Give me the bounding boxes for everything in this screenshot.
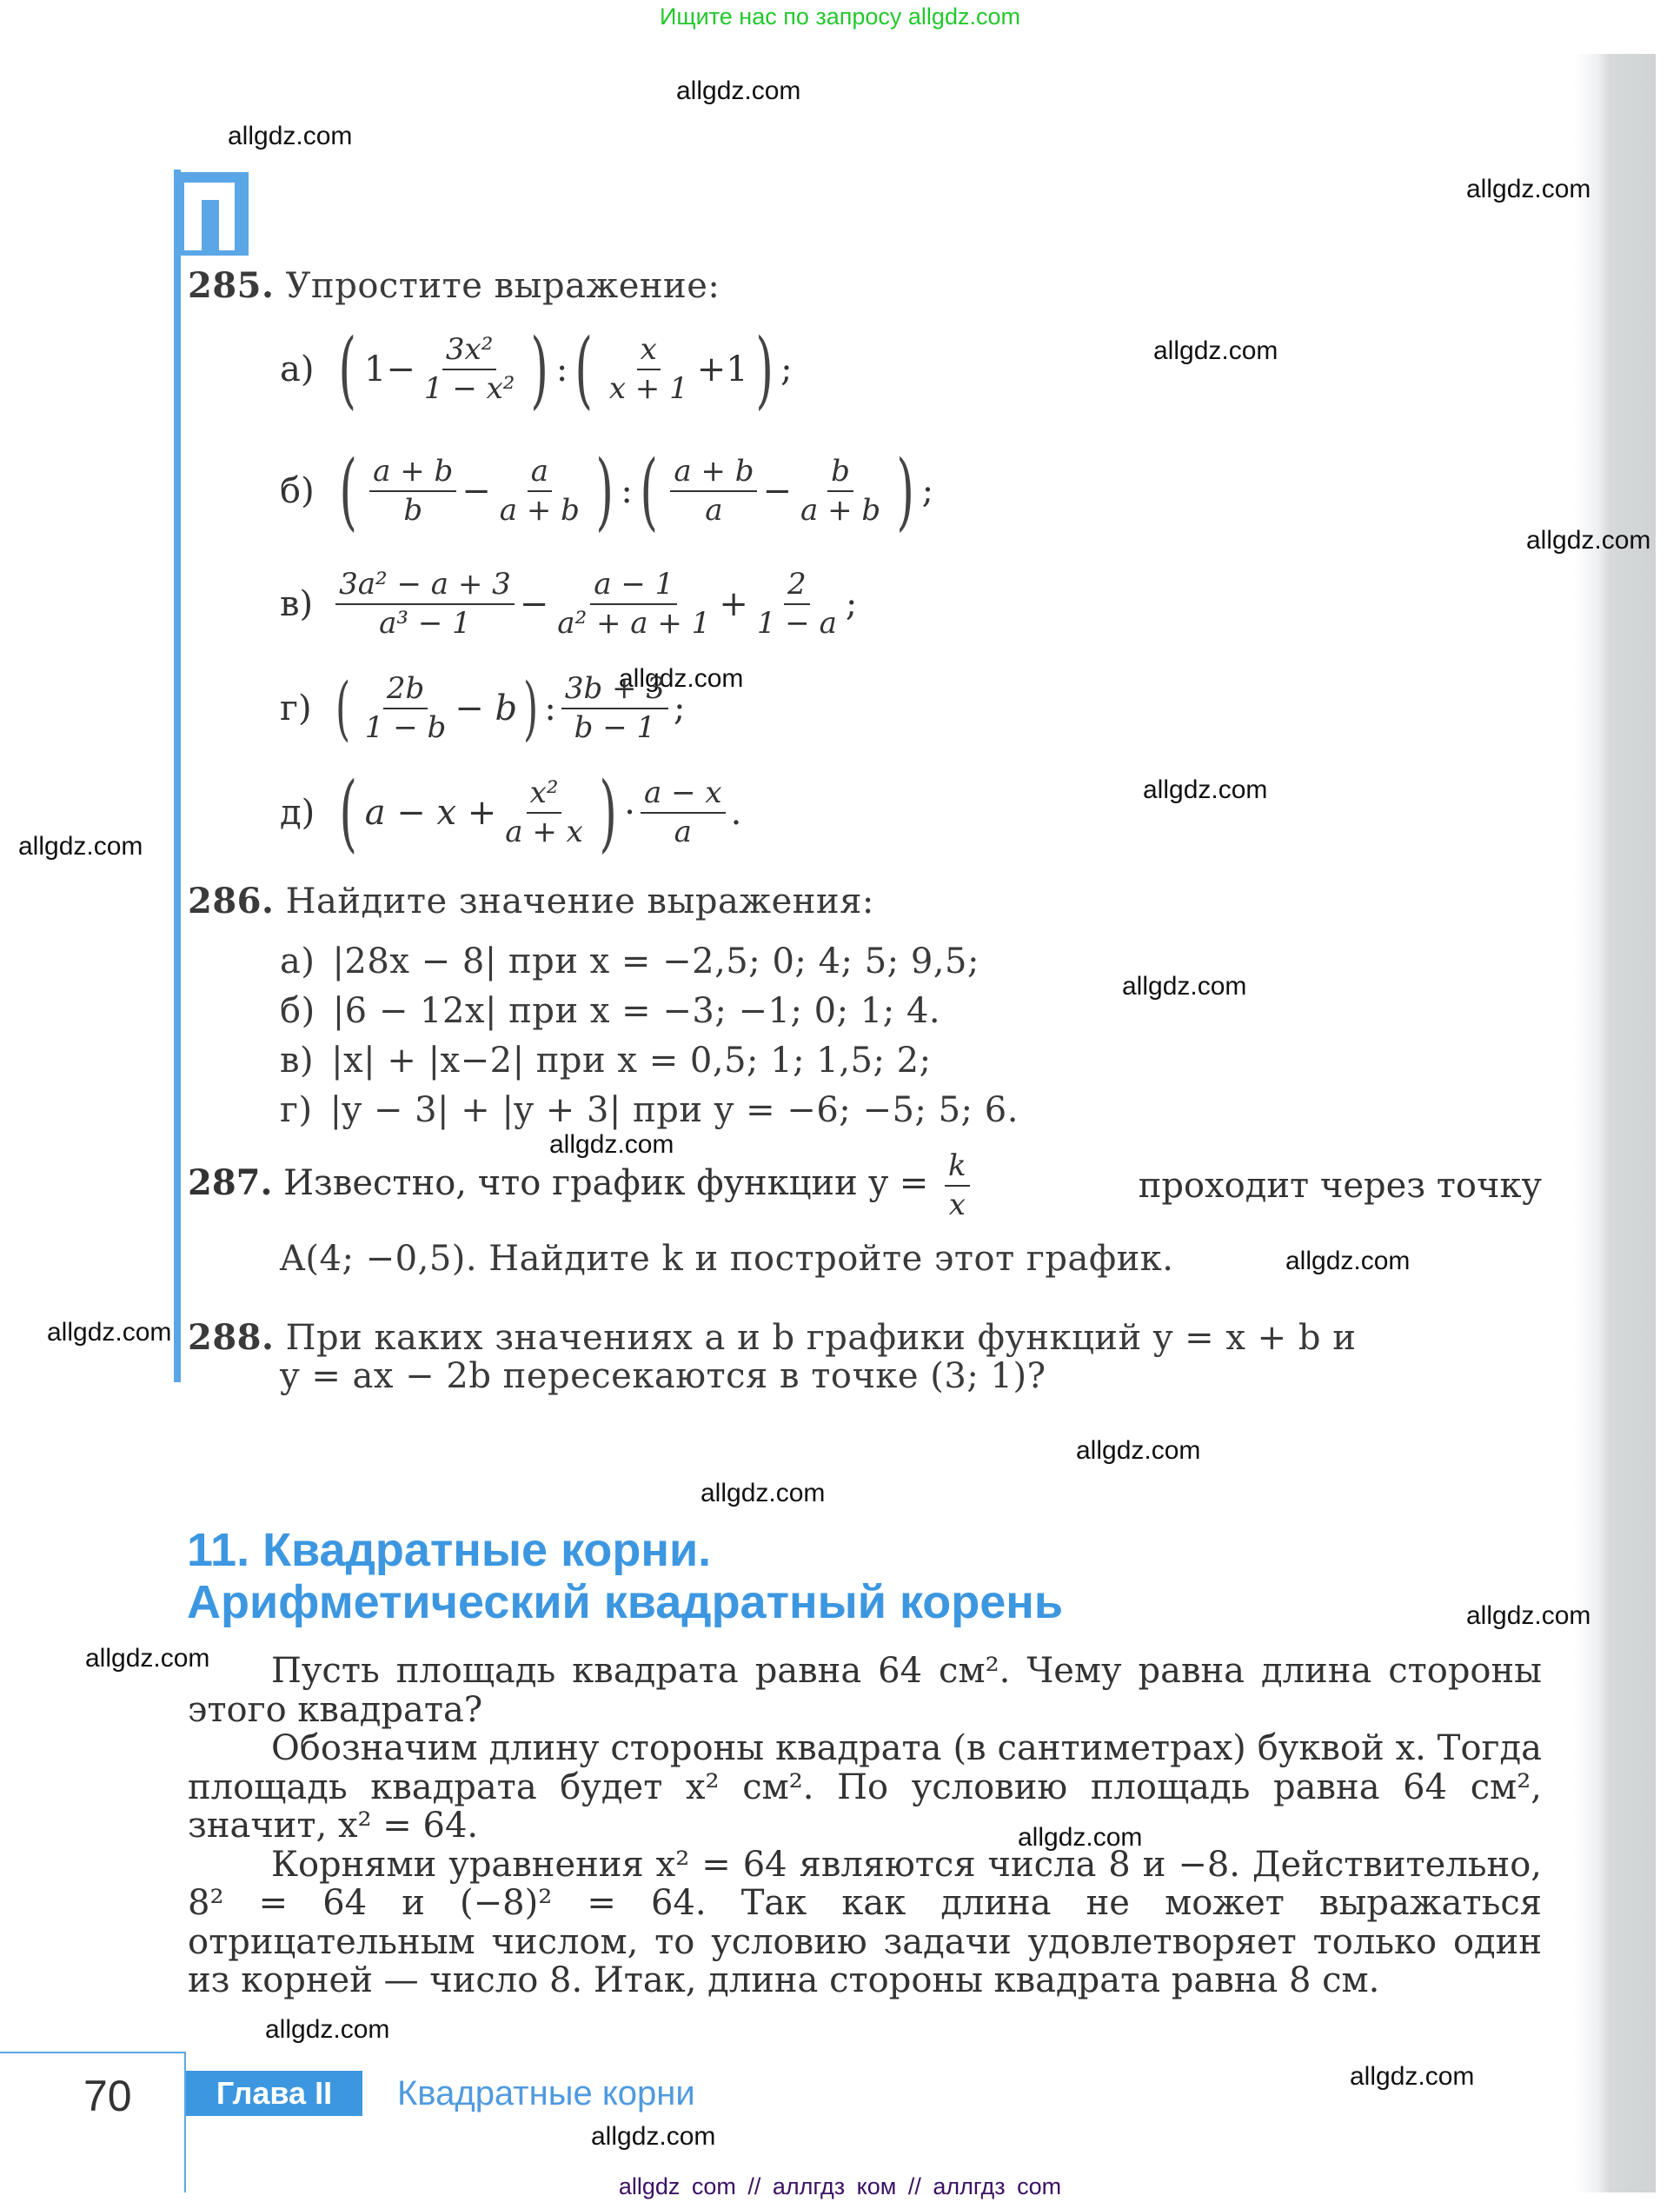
watermark: allgdz.com [1153,336,1278,365]
task-number: 288. [188,1317,275,1358]
term: 1 [363,349,387,389]
watermark: allgdz.com [47,1318,172,1347]
task-288-line2: y = ax − 2b пересекаются в точке (3; 1)? [280,1356,1046,1396]
operator: : [621,471,633,511]
term: +1 [696,349,748,389]
watermark: allgdz.com [228,122,353,150]
watermark: allgdz.com [1526,526,1651,555]
watermark: allgdz.com [1466,1601,1591,1630]
watermark: allgdz.com [591,2122,716,2151]
task-title: Упростите выражение: [285,266,720,306]
watermark: allgdz.com [1122,972,1247,1001]
watermark: allgdz.com [18,832,143,861]
punct: ; [845,584,858,624]
fraction: $\frac{2}{1 - a}$ [756,566,837,641]
text: Известно, что график функции y = [283,1163,929,1204]
fraction: $\frac{2b}{1 - b}$ [364,670,447,745]
task-286-a: а) |28x − 8| при x = −2,5; 0; 4; 5; 9,5; [280,941,979,981]
footer-rule [0,2052,186,2053]
operator: : [555,349,568,389]
task-285-v [280,561,857,648]
task-288-line1 [188,1317,1356,1358]
paragraph: Обозначим длину стороны квадрата (в сантиметрах) буквой x. Тогда площадь квадрата будет x² см². По условию площадь равна 64 см², значит, x² = 64. [188,1728,1542,1846]
fraction: $\frac{a - 1}{\text{a² + a + 1}}$ [557,566,711,641]
fraction: $\frac{\text{x²}}{a + x}$ [505,775,583,849]
task-number: 286. [188,881,275,922]
bottom-banner: allgdz com // аллгдз ком // аллгдз com [618,2173,1062,2199]
exercise-margin-bar [174,170,181,1382]
fraction: $\frac{a}{a + b}$ [499,453,580,528]
watermark: allgdz.com [1018,1823,1143,1852]
section-title-line1: 11. Квадратные корни. [187,1524,712,1576]
fraction: $\frac{\text{3x²}}{\text{1 − x²}}$ [423,331,515,406]
task-number: 287. [188,1162,273,1204]
section-body [188,1652,1542,2000]
page-edge-shadow [1573,54,1656,2192]
watermark: allgdz.com [549,1130,674,1159]
task-286-v: в) |x| + |x−2| при x = 0,5; 1; 1,5; 2; [280,1041,932,1081]
item-label: г) [280,689,312,729]
fraction: $\frac{k}{x}$ [945,1149,970,1222]
task-285-d: д) ( a − x + $\frac{\text{x²}}{a + x}$ ) · $\frac{a - x}{a}$ . [280,764,742,862]
task-286-heading [188,881,874,922]
fraction: $\frac{a + b}{a}$ [670,455,757,528]
operator: − [386,349,415,389]
chapter-title: Квадратные корни [397,2074,695,2113]
task-285-heading [188,265,720,306]
watermark: allgdz.com [265,2015,390,2044]
operator: · [624,793,636,833]
watermark: allgdz.com [1350,2062,1475,2091]
paragraph: Корнями уравнения x² = 64 являются числа 8 и −8. Действительно, 8² = 64 и (−8)² = 64. Так как длина не может выражаться отрицательным числом, то условию задачи удовлетворяет только один из корней — число 8. Итак, длина стороны квадрата равна 8 см. [188,1844,1542,2000]
task-285-b: б) ( $\frac{a + b}{b}$ − $\frac{a}{a + b}$ ) : ( $\frac{a + b}{a}$ − $\frac{b}{a + b}$ ) ; [280,442,934,540]
watermark: allgdz.com [1143,775,1268,804]
task-number: 285. [188,265,275,306]
fraction: $\frac{a + b}{b}$ [369,455,456,528]
punct: . [730,793,742,833]
fraction: $\frac{b}{a + b}$ [800,453,881,528]
watermark: allgdz.com [676,77,801,105]
watermark: allgdz.com [85,1644,210,1673]
chapter-badge: Глава II [186,2071,362,2116]
task-285-a: а) ( 1 − $\frac{\text{3x²}}{\text{1 − x²}}$ ) : ( $\frac{x}{x + 1}$ +1 ) ; [280,321,793,418]
operator: − [462,471,491,511]
watermark: allgdz.com [701,1479,826,1507]
page-number: 70 [83,2072,132,2120]
punct: ; [673,689,686,729]
operator: − [762,471,792,511]
watermark: allgdz.com [1466,175,1591,203]
item-label: б) [280,471,315,511]
text: проходит через точку [1138,1166,1542,1207]
task-title: Найдите значение выражения: [285,882,874,922]
task-287-line2: A(4; −0,5). Найдите k и постройте этот график. [280,1239,1174,1279]
item-label: а) [280,349,315,389]
task-285-g: г) ( $\frac{2b}{1 - b}$ − b ) : $\frac{3b + 3}{b - 1}$ ; [280,668,686,749]
section-title-line2: Арифметический квадратный корень [187,1576,1064,1628]
item-label: в) [280,584,314,624]
operator: : [544,689,556,729]
watermark: allgdz.com [1285,1247,1411,1275]
fraction: $\frac{x}{x + 1}$ [608,331,688,406]
task-287-line1 [188,1149,1542,1222]
paragraph: Пусть площадь квадрата равна 64 см². Чему равна длина стороны этого квадрата? [188,1651,1542,1730]
term: a − x + [364,793,497,833]
punct: ; [921,471,934,511]
text: При каких значениях a и b графики функций y = x + b и [285,1318,1357,1358]
watermark: allgdz.com [619,664,744,693]
fraction: $\frac{a - x}{a}$ [641,776,726,849]
watermark: allgdz.com [1076,1436,1201,1465]
punct: ; [780,349,793,389]
operator: − [519,584,549,624]
fraction: $\frac{\text{3a² − a + 3}}{\text{a³ − 1}}$ [335,568,515,641]
task-286-b: б) |6 − 12x| при x = −3; −1; 0; 1; 4. [280,991,941,1031]
term: − b [455,689,518,729]
item-label: д) [280,793,315,833]
task-286-g: г) |y − 3| + |y + 3| при y = −6; −5; 5; 6. [280,1090,1019,1130]
fraction: $\frac{3b + 3}{b - 1}$ [561,672,668,745]
practice-badge-icon [174,172,249,256]
top-banner: Ищите нас по запросу allgdz.com [660,3,1020,30]
operator: + [719,584,748,624]
